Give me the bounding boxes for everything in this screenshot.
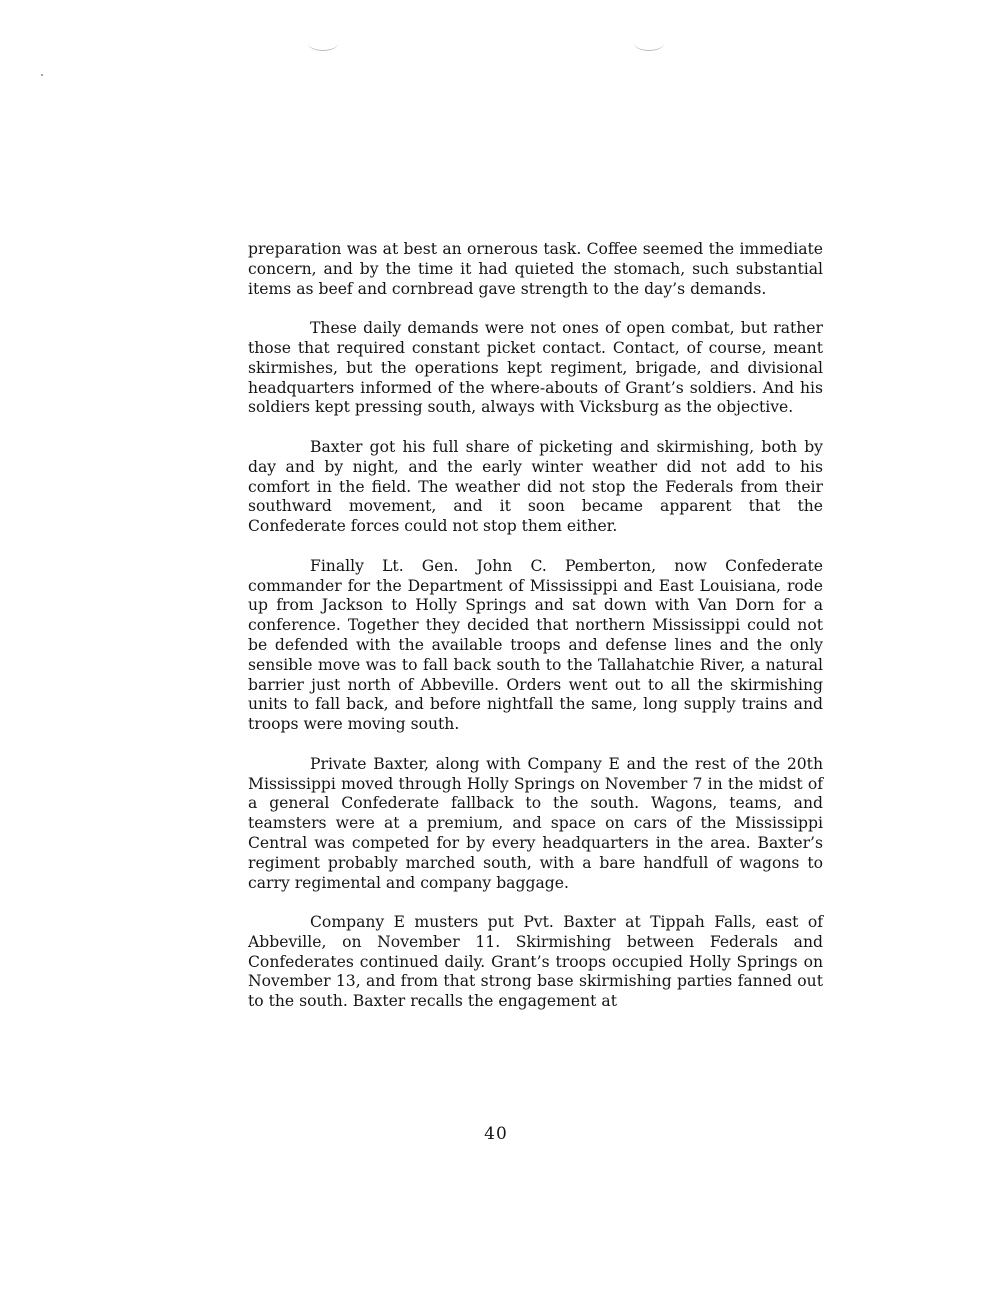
paragraph-6: Company E musters put Pvt. Baxter at Tippah Falls, east of Abbeville, on November 11. Skirmishing between Federals and Confederates continued daily. Grant’s troops occupied Holly Springs on November 13, and from that strong base skirmishing parties fanned out to the south. Baxter recalls the engagement at	[248, 913, 823, 1011]
paragraph-5: Private Baxter, along with Company E and the rest of the 20th Mississippi moved through Holly Springs on November 7 in the midst of a general Confederate fallback to the south. Wagons, teams, and teamsters were at a premium, and space on cars of the Mississippi Central was competed for by every headquarters in the area. Baxter’s regiment probably marched south, with a bare handfull of wagons to carry regimental and company baggage.	[248, 754, 823, 892]
punch-hole-mark-left	[308, 36, 338, 51]
page-number: 40	[484, 1124, 508, 1144]
body-text	[248, 240, 823, 1032]
paragraph-2: These daily demands were not ones of open combat, but rather those that required constant picket contact. Contact, of course, meant skirmishes, but the operations kept regiment, brigade, and divisional headquarters informed of the where-abouts of Grant’s soldiers. And his soldiers kept pressing south, always with Vicksburg as the objective.	[248, 319, 823, 417]
paragraph-1: preparation was at best an ornerous task. Coffee seemed the immediate concern, and by the time it had quieted the stomach, such substantial items as beef and cornbread gave strength to the day’s demands.	[248, 240, 823, 298]
paragraph-3: Baxter got his full share of picketing and skirmishing, both by day and by night, and the early winter weather did not add to his comfort in the field. The weather did not stop the Federals from their southward movement, and it soon became apparent that the Confederate forces could not stop them either.	[248, 437, 823, 536]
paragraph-4: Finally Lt. Gen. John C. Pemberton, now Confederate commander for the Department of Mississippi and East Louisiana, rode up from Jackson to Holly Springs and sat down with Van Dorn for a conference. Together they decided that northern Mississippi could not be defended with the available troops and defense lines and the only sensible move was to fall back south to the Tallahatchie River, a natural barrier just north of Abbeville. Orders went out to all the skirmishing units to fall back, and before nightfall the same, long supply trains and troops were moving south.	[248, 556, 823, 734]
punch-hole-mark-right	[634, 36, 664, 51]
scan-speck	[41, 74, 43, 76]
